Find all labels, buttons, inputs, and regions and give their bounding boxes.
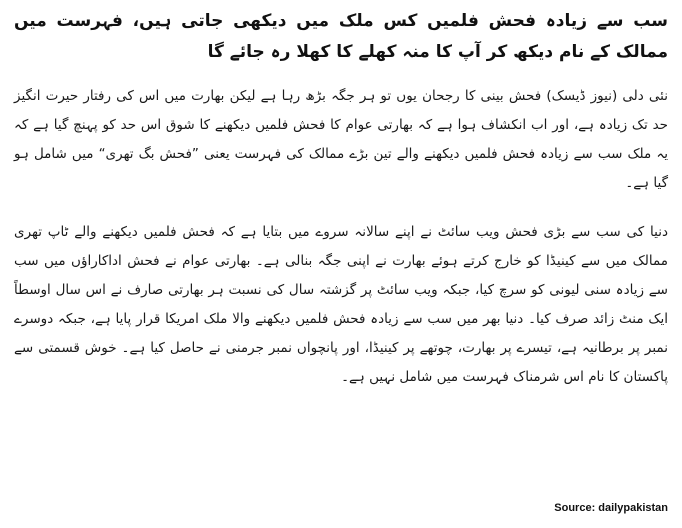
article-paragraph-1: نئی دلی (نیوز ڈیسک) فحش بینی کا رجحان یوں تو ہر جگہ بڑھ رہا ہے لیکن بھارت میں اس کی رفتار حیرت انگیز حد تک زیادہ ہے، اور اب انکشاف ہوا ہے کہ بھارتی عوام کا فحش فلمیں دیکھنے کا شوق اس حد کو پہنچ گیا ہے کہ یہ ملک سب سے زیادہ فحش فلمیں دیکھنے والے تین بڑے ممالک کی فہرست یعنی ”فحش بگ تھری“ میں شامل ہو گیا ہے۔ (14, 88, 668, 191)
article-headline: سب سے زیادہ فحش فلمیں کس ملک میں دیکھی جاتی ہیں، فہرست میں ممالک کے نام دیکھ کر آپ کا منہ کھلے کا کھلا رہ جائے گا (14, 11, 668, 62)
article-paragraph-2: دنیا کی سب سے بڑی فحش ویب سائٹ نے اپنے سالانہ سروے میں بتایا ہے کہ فحش فلمیں دیکھنے والے ٹاپ تھری ممالک میں سے کینیڈا کو خارج کرتے ہوئے بھارت نے اپنی جگہ بنالی ہے۔ بھارتی عوام نے فحش اداکاراﺅں میں سب سے زیادہ سنی لیونی کو سرچ کیا، جبکہ ویب سائٹ پر گزشتہ سال کی نسبت ہر بھارتی صارف نے اس سال اوسطاً ایک منٹ زائد صرف کیا۔ دنیا بھر میں سب سے زیادہ فحش فلمیں دیکھنے والا ملک امریکا قرار پایا ہے، جبکہ دوسرے نمبر پر برطانیہ ہے، تیسرے پر بھارت، چوتھے پر کینیڈا، اور پانچواں نمبر جرمنی نے حاصل کیا ہے۔ خوش قسمتی سے پاکستان کا نام اس شرمناک فہرست میں شامل نہیں ہے۔ (14, 224, 668, 385)
article-body (14, 6, 668, 522)
source-credit: Source: dailypakistan (554, 502, 668, 514)
